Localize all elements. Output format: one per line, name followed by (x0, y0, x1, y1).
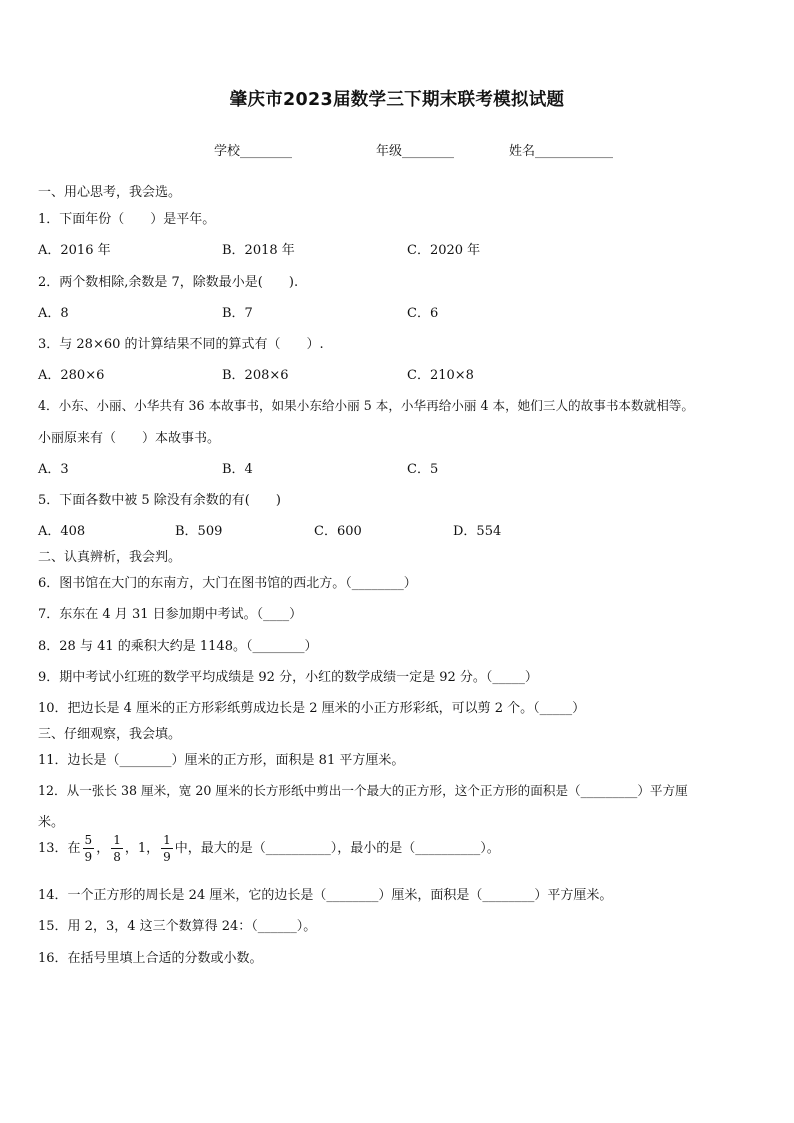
school-blank: ________ (240, 144, 293, 159)
question-15: 15．用 2，3，4 这三个数算得 24：（______）。 (38, 919, 317, 934)
q5-option-d: D．554 (453, 524, 502, 539)
fraction-1-8 (111, 834, 123, 863)
question-8: 8．28 与 41 的乘积大约是 1148。（________） (38, 639, 318, 654)
question-12-line-2: 米。 (38, 815, 65, 830)
fraction-1-9 (161, 834, 173, 863)
section-heading-1: 一、用心思考，我会选。 (38, 185, 182, 200)
q13-middle: ，1， (124, 841, 160, 856)
fraction-numerator: 5 (84, 833, 93, 847)
fraction-denominator: 9 (84, 850, 93, 864)
name-blank: ____________ (535, 144, 614, 159)
q3-option-c: C．210×8 (407, 368, 474, 383)
q13-suffix: 中，最大的是（__________），最小的是（__________）。 (174, 841, 500, 856)
q3-option-a: A．280×6 (38, 368, 105, 383)
q5-option-c: C．600 (314, 524, 362, 539)
question-4-line-2: 小丽原来有（ ）本故事书。 (38, 431, 221, 446)
fraction-denominator: 9 (163, 850, 171, 864)
question-12-line-1: 12．从一张长 38 厘米，宽 20 厘米的长方形纸中剪出一个最大的正方形，这个正方形的面积是（_________）平方厘 (38, 783, 688, 798)
page-title: 肇庆市2023届数学三下期末联考模拟试题 (229, 90, 565, 110)
question-10: 10．把边长是 4 厘米的正方形彩纸剪成边长是 2 厘米的小正方形彩纸，可以剪 2 个。（_____） (38, 701, 586, 716)
name-field (509, 140, 613, 159)
question-6: 6．图书馆在大门的东南方，大门在图书馆的西北方。（________） (38, 576, 417, 591)
question-13 (38, 834, 500, 863)
q3-option-b: B．208×6 (222, 368, 289, 383)
q1-option-c: C．2020 年 (407, 243, 481, 258)
q4-option-b: B．4 (222, 462, 253, 477)
q4-option-a: A．3 (38, 462, 69, 477)
q13-separator: ， (96, 841, 110, 856)
q2-option-a: A．8 (38, 306, 69, 321)
question-4-line-1: 4．小东、小丽、小华共有 36 本故事书，如果小东给小丽 5 本，小华再给小丽 4 本，她们三人的故事书本数就相等。 (38, 398, 694, 413)
section-heading-3: 三、仔细观察，我会填。 (38, 727, 182, 742)
school-label: 学校 (214, 144, 241, 159)
q1-option-a: A．2016 年 (38, 243, 111, 258)
name-label: 姓名 (509, 144, 536, 159)
fraction-denominator: 8 (113, 850, 121, 864)
section-heading-2: 二、认真辨析，我会判。 (38, 550, 182, 565)
grade-label: 年级 (376, 144, 403, 159)
question-11: 11．边长是（________）厘米的正方形，面积是 81 平方厘米。 (38, 753, 405, 768)
fraction-5-9 (83, 834, 95, 863)
question-1: 1．下面年份（ ）是平年。 (38, 212, 216, 227)
question-16: 16．在括号里填上合适的分数或小数。 (38, 951, 263, 966)
question-5: 5．下面各数中被 5 除没有余数的有( ) (38, 493, 281, 508)
q13-prefix: 13．在 (38, 841, 81, 856)
school-field (214, 140, 292, 159)
q4-option-c: C．5 (407, 462, 439, 477)
q5-option-b: B．509 (175, 524, 223, 539)
question-2: 2．两个数相除,余数是 7，除数最小是( ). (38, 275, 299, 290)
question-7: 7．东东在 4 月 31 日参加期中考试。（____） (38, 607, 303, 622)
q1-option-b: B．2018 年 (222, 243, 295, 258)
question-3: 3．与 28×60 的计算结果不同的算式有（ ）. (38, 337, 324, 352)
q5-option-a: A．408 (38, 524, 86, 539)
grade-blank: ________ (402, 144, 455, 159)
fraction-numerator: 1 (163, 833, 171, 847)
grade-field (376, 140, 454, 159)
fraction-numerator: 1 (113, 833, 121, 847)
question-9: 9．期中考试小红班的数学平均成绩是 92 分，小红的数学成绩一定是 92 分。（_____） (38, 670, 538, 685)
q2-option-b: B．7 (222, 306, 253, 321)
q2-option-c: C．6 (407, 306, 439, 321)
question-14: 14．一个正方形的周长是 24 厘米，它的边长是（________）厘米，面积是（________）平方厘米。 (38, 888, 613, 903)
